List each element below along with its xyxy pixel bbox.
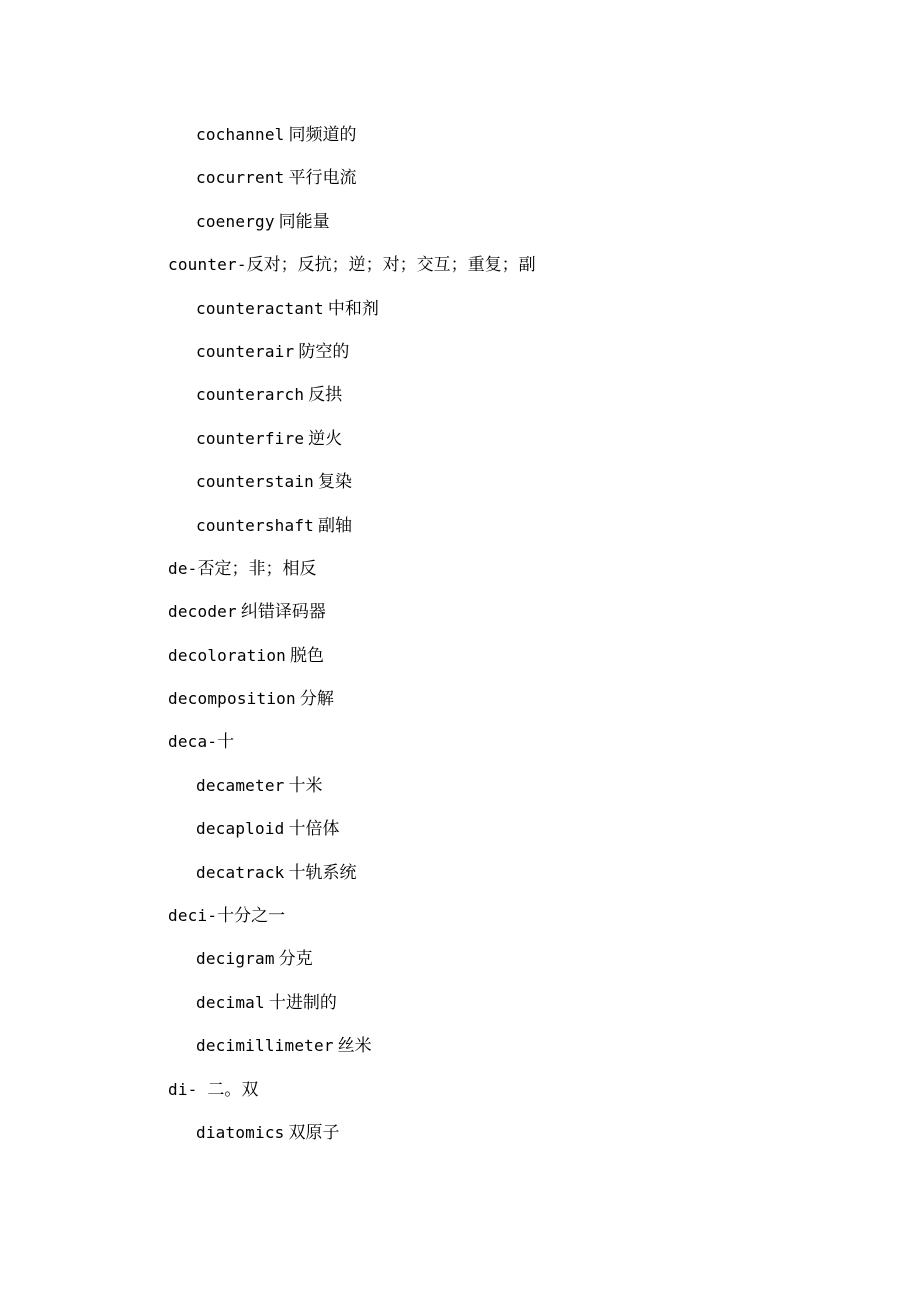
glossary-entry	[168, 1035, 536, 1078]
glossary-entry	[168, 775, 536, 818]
entry-term: di-	[168, 1079, 208, 1099]
glossary-entry	[168, 645, 536, 688]
entry-term: coenergy	[196, 211, 275, 231]
entry-term: counteractant	[196, 298, 324, 318]
entry-term: decomposition	[168, 689, 296, 709]
entry-meaning: 分克	[278, 949, 313, 970]
entry-term: counter-	[168, 255, 247, 275]
entry-meaning: 十轨系统	[288, 862, 357, 883]
glossary-entry	[168, 601, 536, 644]
glossary-entry	[168, 471, 536, 514]
entry-meaning: 反拱	[308, 385, 343, 406]
prefix-heading	[168, 558, 536, 601]
glossary-list	[168, 124, 536, 1165]
entry-meaning: 十倍体	[288, 819, 340, 840]
entry-meaning: 反对；反抗；逆；对；交互；重复；副	[246, 255, 536, 276]
entry-meaning: 十	[217, 732, 235, 753]
glossary-entry	[168, 298, 536, 341]
entry-term: decameter	[196, 775, 285, 795]
glossary-entry	[168, 818, 536, 861]
entry-meaning: 二。双	[207, 1079, 259, 1100]
entry-term: decaploid	[196, 819, 285, 839]
entry-meaning: 副轴	[318, 515, 352, 536]
entry-term: decimillimeter	[196, 1036, 334, 1056]
entry-meaning: 双原子	[288, 1122, 340, 1143]
glossary-entry	[168, 167, 536, 210]
entry-meaning: 十分之一	[217, 906, 286, 927]
entry-term: counterair	[196, 341, 295, 361]
entry-term: cocurrent	[196, 168, 285, 188]
prefix-heading	[168, 1079, 536, 1122]
glossary-entry	[168, 688, 536, 731]
entry-term: decatrack	[196, 862, 285, 882]
prefix-heading	[168, 905, 536, 948]
entry-meaning: 同频道的	[288, 125, 357, 145]
entry-meaning: 平行电流	[288, 168, 357, 189]
glossary-entry	[168, 515, 536, 558]
entry-meaning: 防空的	[298, 341, 350, 362]
glossary-entry	[168, 1122, 536, 1165]
entry-meaning: 脱色	[290, 645, 324, 666]
entry-term: cochannel	[196, 125, 285, 144]
entry-meaning: 十进制的	[268, 992, 337, 1013]
entry-meaning: 否定；非；相反	[197, 558, 317, 579]
entry-term: decoloration	[168, 645, 286, 665]
entry-meaning: 中和剂	[327, 298, 379, 319]
entry-term: deca-	[168, 732, 218, 752]
glossary-entry	[168, 948, 536, 991]
glossary-entry	[168, 862, 536, 905]
entry-meaning: 十米	[288, 775, 323, 796]
glossary-entry	[168, 211, 536, 254]
prefix-heading	[168, 731, 536, 774]
entry-meaning: 逆火	[308, 428, 343, 449]
glossary-entry	[168, 341, 536, 384]
entry-meaning: 同能量	[278, 211, 330, 232]
prefix-heading	[168, 254, 536, 297]
entry-meaning: 纠错译码器	[240, 602, 326, 623]
glossary-entry	[168, 428, 536, 471]
entry-term: counterfire	[196, 428, 305, 448]
entry-term: diatomics	[196, 1122, 285, 1142]
glossary-entry	[168, 992, 536, 1035]
entry-meaning: 分解	[299, 689, 334, 710]
entry-term: counterstain	[196, 472, 314, 492]
entry-term: decigram	[196, 949, 275, 969]
glossary-entry	[168, 124, 536, 167]
entry-term: decimal	[196, 992, 265, 1012]
entry-term: countershaft	[196, 515, 314, 535]
entry-term: de-	[168, 558, 198, 578]
entry-meaning: 丝米	[337, 1036, 372, 1057]
entry-meaning: 复染	[318, 472, 352, 493]
entry-term: deci-	[168, 906, 218, 926]
entry-term: counterarch	[196, 385, 305, 405]
entry-term: decoder	[168, 602, 237, 622]
glossary-entry	[168, 384, 536, 427]
